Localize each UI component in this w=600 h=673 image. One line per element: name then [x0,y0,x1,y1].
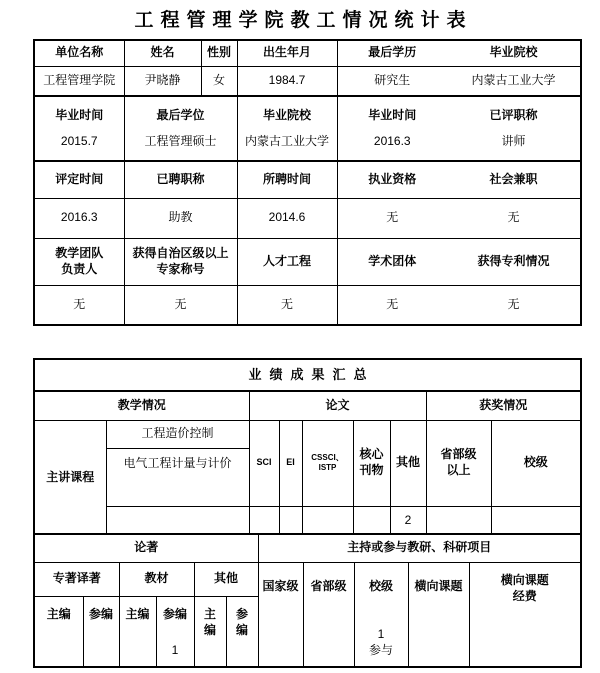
label: 姓名 [150,45,175,60]
value: 无 [507,210,520,225]
label: 横向课题 经费 [500,573,549,603]
row-paper-values [34,506,581,536]
cell-graduation-time-2 [337,96,447,161]
h-other-works [194,562,258,596]
h-name [124,40,201,66]
label: 省部级 [440,447,477,462]
h-cssci-istp [302,420,353,506]
h-papers-section [249,391,426,420]
cell-textbook-chief-editor [119,596,156,667]
course-3-empty [106,506,249,536]
cell-graduation-school [237,96,337,161]
value: 1 参与 [369,627,394,657]
v-academic-society [337,285,447,325]
value: 工程管理硕士 [144,133,217,148]
v-teaching-team-leader [34,285,124,325]
row-summary-title [34,359,581,391]
v-gender [201,66,237,96]
summary-title [34,359,581,391]
row-values-1 [34,66,581,96]
label: 参编 [236,607,249,637]
value: 2 [404,512,412,527]
label: 毕业时间 [55,107,104,122]
label: 毕业院校 [262,107,311,122]
value: 女 [212,72,225,87]
label: 业绩成果汇总 [248,366,375,382]
label: 参编 [162,607,187,622]
value: 电气工程计量与计价 [123,455,232,470]
v-patent-status [447,285,581,325]
cell-other-co-editor [226,596,258,667]
v-professional-qualification [337,198,447,238]
cell-textbook-co-editor [156,596,194,667]
value: 讲师 [501,133,526,148]
label: 主编 [46,607,71,622]
v-core-journal [353,506,390,536]
v-ei [279,506,302,536]
v-cssci-istp [302,506,353,536]
achievements-table-bottom [33,533,582,668]
h-gender [201,40,237,66]
v-unit-name [34,66,124,96]
h-professional-qualification [337,161,447,198]
h-graduate-school [447,40,581,66]
cell-provincial-project [303,562,354,667]
cell-evaluated-title [447,96,581,161]
label: 横向课题 [414,579,463,594]
h-appointed-title [124,161,237,198]
value: 无 [386,210,399,225]
label: 获得专利情况 [477,253,550,268]
label: 刊物 [359,463,384,477]
label: 最后学历 [368,45,417,60]
v-name [124,66,201,96]
v-birth-date [237,66,337,96]
label: 学术团体 [368,253,417,268]
v-provincial-award [426,506,491,536]
label: 校级 [369,579,394,594]
v-appointment-time [237,198,337,238]
label: 省部级 [310,579,347,594]
label: 教材 [144,571,169,586]
value: 尹晓静 [144,72,181,87]
row-headers-4 [34,238,581,285]
v-evaluation-time [34,198,124,238]
label: 毕业院校 [489,45,538,60]
value: 内蒙古工业大学 [471,72,556,87]
label: 以上 [446,463,471,477]
v-sci [249,506,279,536]
h-teaching-section [34,391,249,420]
h-appointment-time [237,161,337,198]
page-title: 工程管理学院教工情况统计表 [134,10,473,31]
cell-horizontal-project [408,562,469,667]
achievements-table-top [33,358,582,537]
cell-national-project [258,562,303,667]
label: 已聘职称 [156,171,205,186]
label: 核心 [359,447,384,462]
value: 无 [174,296,187,311]
row-values-4 [34,285,581,325]
h-monograph [34,562,119,596]
value: 研究生 [374,72,411,87]
label: 最后学位 [156,107,205,122]
label: 毕业时间 [368,107,417,122]
value: 1984.7 [268,72,306,87]
value: 无 [73,296,86,311]
works-title [34,534,258,562]
label: CSSCI、ISTP [311,452,344,472]
row-graduation [34,96,581,161]
label: EI [286,457,295,468]
v-social-position [447,198,581,238]
label: 校级 [523,455,548,470]
label: 主讲课程 [46,469,95,484]
value: 2014.6 [268,210,306,225]
label: 其他 [214,571,239,586]
projects-title [258,534,581,562]
label: 主编 [125,607,150,622]
label: 获奖情况 [479,397,528,412]
row-works-groups [34,562,581,596]
label: 已评职称 [489,107,538,122]
value: 2016.3 [60,210,98,225]
cell-other-chief-editor [194,596,226,667]
label: 国家级 [262,579,299,594]
h-provincial-award [426,420,491,506]
label: 性别 [206,45,231,60]
h-awards-section [426,391,581,420]
label: 论文 [325,397,350,412]
value: 助教 [168,210,193,225]
label: 获得自治区级以上 [132,245,229,260]
course-2 [106,448,249,506]
h-expert-title [124,238,237,285]
cell-horizontal-funding [469,562,581,667]
h-last-education [337,40,447,66]
label: 专家称号 [156,261,205,276]
cell-graduation-time-1 [34,96,124,161]
label: 主持或参与教研、科研项目 [347,540,492,555]
label: 参编 [88,607,113,622]
label: 主编 [204,607,217,637]
h-ei [279,420,302,506]
label: 其他 [395,455,420,470]
label: 执业资格 [368,171,417,186]
label: 评定时间 [55,171,104,186]
value: 无 [280,296,293,311]
v-graduate-school [447,66,581,96]
value: 2015.7 [60,133,98,148]
value: 工程管理学院 [43,72,116,87]
value: 2016.3 [373,133,411,148]
v-appointed-title [124,198,237,238]
label: SCI [256,457,272,468]
v-other-papers [390,506,426,536]
value: 1 [171,642,179,657]
h-birth-date [237,40,337,66]
cell-school-project [354,562,408,667]
cell-last-degree [124,96,237,161]
h-unit-name [34,40,124,66]
label: 教学情况 [117,397,166,412]
h-academic-society [337,238,447,285]
row-course-1 [34,420,581,448]
label: 人才工程 [262,253,311,268]
value: 工程造价控制 [141,426,214,441]
label: 单位名称 [55,45,104,60]
label: 社会兼职 [489,171,538,186]
cell-monograph-co-editor [83,596,119,667]
v-school-award [491,506,581,536]
v-talent-program [237,285,337,325]
course-1 [106,420,249,448]
value: 无 [507,296,520,311]
h-other-papers [390,420,426,506]
h-social-position [447,161,581,198]
v-expert-title [124,285,237,325]
staff-info-table [33,39,582,326]
course-list-label [34,420,106,536]
h-teaching-team-leader [34,238,124,285]
row-headers-1 [34,40,581,66]
h-core-journal [353,420,390,506]
label: 教学团队 [55,245,104,260]
value: 无 [386,296,399,311]
v-last-education [337,66,447,96]
row-values-3 [34,198,581,238]
cell-monograph-chief-editor [34,596,83,667]
row-sections [34,391,581,420]
h-evaluation-time [34,161,124,198]
h-talent-program [237,238,337,285]
label: 所聘时间 [262,171,311,186]
label: 出生年月 [262,45,311,60]
h-patent-status [447,238,581,285]
row-headers-3 [34,161,581,198]
label: 论著 [134,540,159,555]
label: 负责人 [61,261,98,276]
h-textbook [119,562,194,596]
label: 专著译著 [52,571,101,586]
h-sci [249,420,279,506]
h-school-award [491,420,581,506]
value: 内蒙古工业大学 [244,133,329,148]
row-bottom-sections [34,534,581,562]
